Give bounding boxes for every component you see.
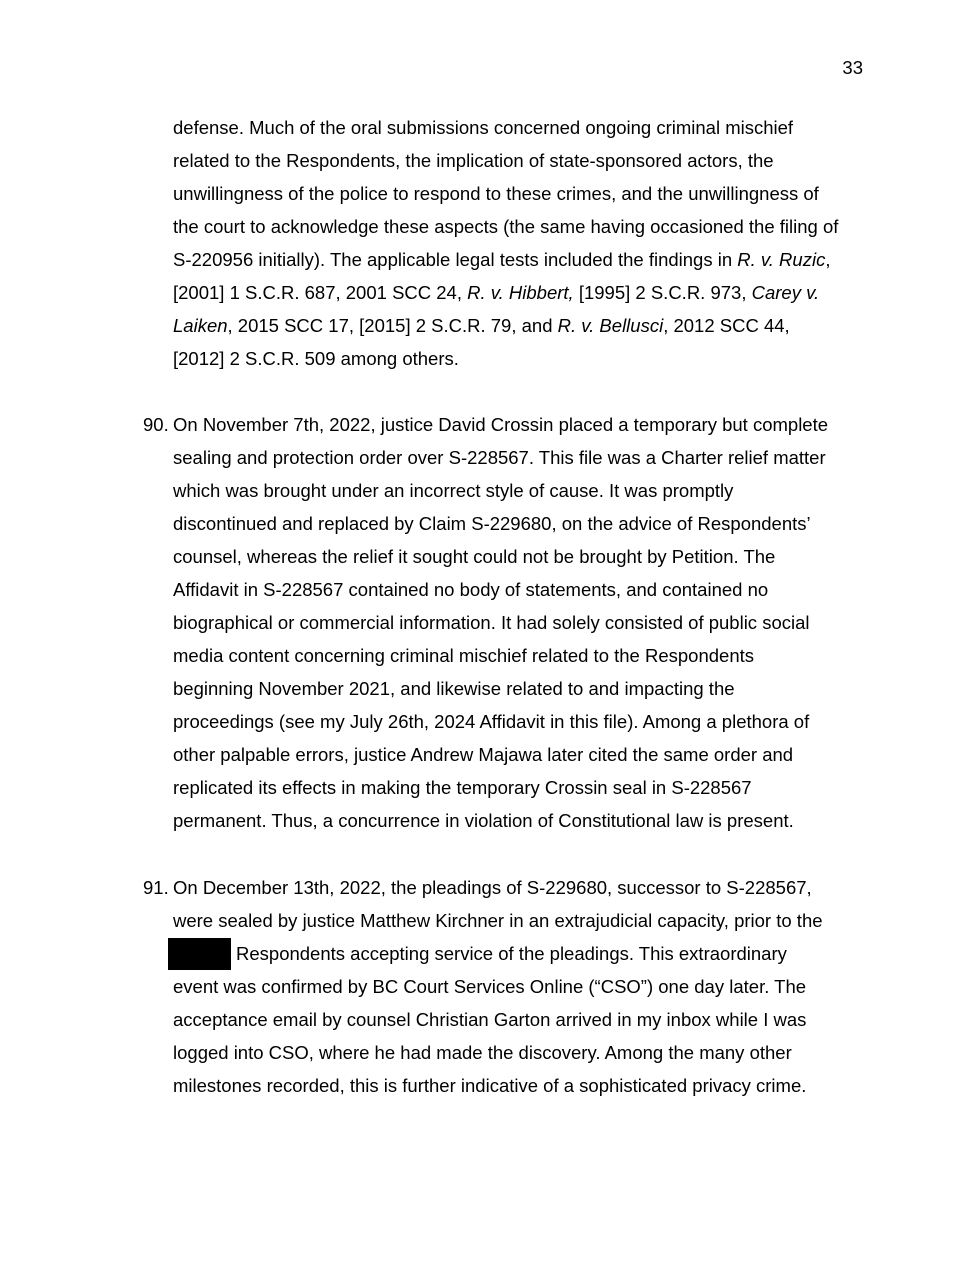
text-line: On November 7th, 2022, justice David Crossin placed a temporary but complete <box>173 414 829 435</box>
text-line: the court to acknowledge these aspects (the same having occasioned the filing of <box>173 216 839 237</box>
text-line <box>173 243 873 276</box>
text-line: media content concerning criminal mischief related to the Respondents <box>173 645 755 666</box>
case-citation: R. v. Hibbert, <box>467 282 574 303</box>
text-line: milestones recorded, this is further indicative of a sophisticated privacy crime. <box>173 1075 807 1096</box>
case-citation: R. v. Bellusci <box>557 315 664 336</box>
text-line: acceptance email by counsel Christian Garton arrived in my inbox while I was <box>173 1009 807 1030</box>
paragraph-number-91: 91. <box>143 877 169 898</box>
text-line: event was confirmed by BC Court Services Online (“CSO”) one day later. The <box>173 976 807 997</box>
text-run: , 2012 SCC 44, <box>663 315 790 336</box>
text-line: were sealed by justice Matthew Kirchner in an extrajudicial capacity, prior to the <box>173 910 823 931</box>
text-line: beginning November 2021, and likewise related to and impacting the <box>173 678 735 699</box>
paragraph-90 <box>173 408 873 837</box>
text-line: discontinued and replaced by Claim S-229680, on the advice of Respondents’ <box>173 513 811 534</box>
text-run: Respondents accepting service of the pleadings. This extraordinary <box>236 943 787 964</box>
text-run: [1995] 2 S.C.R. 973, <box>573 282 752 303</box>
text-line: On December 13th, 2022, the pleadings of S-229680, successor to S-228567, <box>173 877 812 898</box>
text-run: [2001] 1 S.C.R. 687, 2001 SCC 24, <box>173 282 468 303</box>
text-line: proceedings (see my July 26th, 2024 Affidavit in this file). Among a plethora of <box>173 711 810 732</box>
redaction-block <box>168 938 231 970</box>
text-line: replicated its effects in making the temporary Crossin seal in S-228567 <box>173 777 752 798</box>
text-line <box>173 309 873 342</box>
text-line <box>173 937 873 970</box>
text-line: [2012] 2 S.C.R. 509 among others. <box>173 348 459 369</box>
page-number: 33 <box>842 57 863 78</box>
paragraph-91 <box>173 871 873 1102</box>
text-line: related to the Respondents, the implication of state-sponsored actors, the <box>173 150 774 171</box>
case-citation: R. v. Ruzic <box>737 249 826 270</box>
text-line: sealing and protection order over S-228567. This file was a Charter relief matter <box>173 447 826 468</box>
text-line <box>173 276 873 309</box>
text-line: unwillingness of the police to respond to these crimes, and the unwillingness of <box>173 183 819 204</box>
text-line: logged into CSO, where he had made the discovery. Among the many other <box>173 1042 792 1063</box>
text-line: defense. Much of the oral submissions concerned ongoing criminal mischief <box>173 117 794 138</box>
paragraph-number-90: 90. <box>143 414 169 435</box>
text-line: other palpable errors, justice Andrew Majawa later cited the same order and <box>173 744 794 765</box>
case-citation: Laiken <box>173 315 228 336</box>
text-run: , <box>825 249 831 270</box>
text-run: S-220956 initially). The applicable legal tests included the findings in <box>173 249 738 270</box>
text-line: Affidavit in S-228567 contained no body of statements, and contained no <box>173 579 769 600</box>
text-line: which was brought under an incorrect style of cause. It was promptly <box>173 480 734 501</box>
text-line: counsel, whereas the relief it sought could not be brought by Petition. The <box>173 546 776 567</box>
case-citation: Carey v. <box>751 282 820 303</box>
text-line: biographical or commercial information. It had solely consisted of public social <box>173 612 810 633</box>
text-line: permanent. Thus, a concurrence in violation of Constitutional law is present. <box>173 810 794 831</box>
paragraph-continuation <box>173 111 873 375</box>
text-run: , 2015 SCC 17, [2015] 2 S.C.R. 79, and <box>227 315 558 336</box>
